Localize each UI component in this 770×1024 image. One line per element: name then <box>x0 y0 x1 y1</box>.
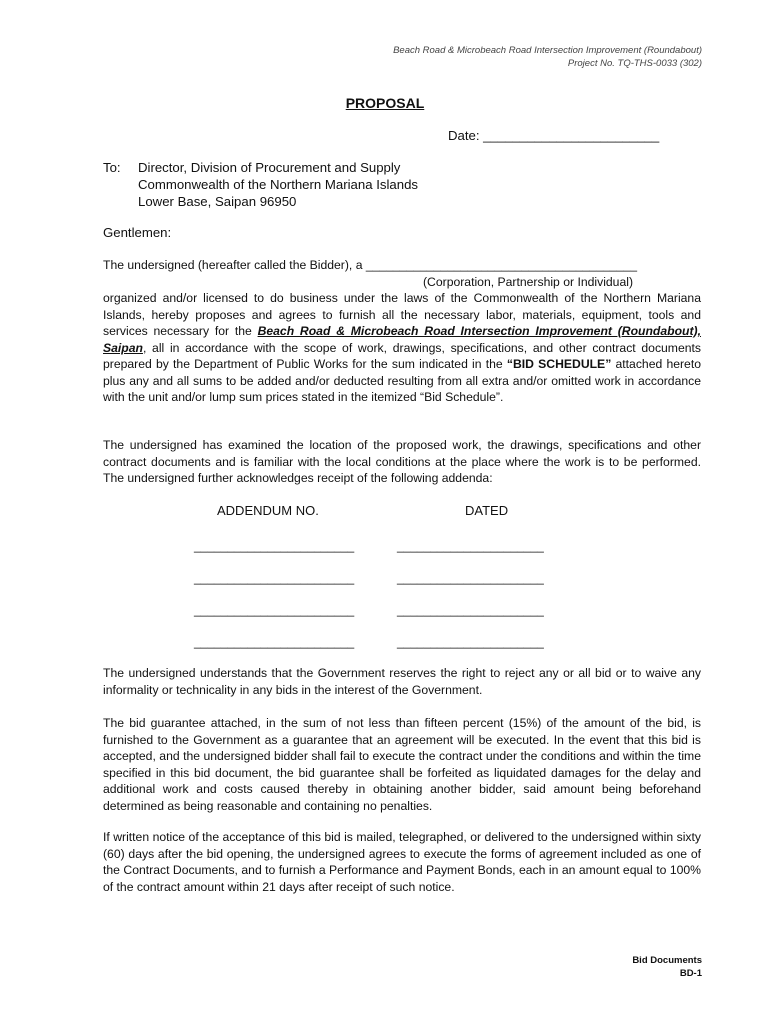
addressee-line: Commonwealth of the Northern Mariana Islands <box>138 177 419 192</box>
addendum-date-blank: ______________________ <box>397 635 544 649</box>
header-project-title: Beach Road & Microbeach Road Intersection Improvement (Roundabout) <box>393 45 702 56</box>
bidder-entity-line: The undersigned (hereafter called the Bidder), a ________________________________________ <box>103 258 637 272</box>
to-label: To: <box>103 160 121 175</box>
addendum-no-blank: ________________________ <box>194 603 355 617</box>
notice-paragraph: If written notice of the acceptance of this bid is mailed, telegraphed, or delivered to the undersigned within sixty (60) days after the bid opening, the undersigned agrees to execute the forms of agreement included as one of the Contract Documents, and to furnish a Performance and Payment Bonds, each in an amount equal to 100% of the contract amount within 21 days after receipt of such notice. <box>103 830 701 894</box>
page-footer <box>632 954 702 980</box>
bid-schedule-ref: “BID SCHEDULE” <box>506 357 612 371</box>
addendum-no-blank: ________________________ <box>194 571 355 585</box>
salutation: Gentlemen: <box>103 225 172 240</box>
addendum-date-blank: ______________________ <box>397 571 544 585</box>
footer-doc-title: Bid Documents <box>632 955 702 966</box>
page-header <box>393 44 702 70</box>
addendum-row <box>194 539 544 553</box>
addendum-row <box>194 603 544 617</box>
addendum-row <box>194 635 544 649</box>
header-project-number: Project No. TQ-THS-0033 (302) <box>567 58 702 69</box>
bidder-entity-type-caption: (Corporation, Partnership or Individual) <box>423 274 633 289</box>
bidder-paragraph-body <box>103 290 701 406</box>
addressee-line: Director, Division of Procurement and Supply <box>138 160 401 175</box>
guarantee-paragraph: The bid guarantee attached, in the sum of not less than fifteen percent (15%) of the amount of the bid, is furnished to the Government as a guarantee that an agreement will be executed. In the event that this bid is accepted, and the undersigned bidder shall fail to execute the contract under the conditions and within the time specified in this bid document, the bid guarantee shall be forfeited as liquidated damages for the delay and additional work and costs caused thereby in obtaining another bidder, said amount being beforehand determined as being reasonable and containing no penalties. <box>103 716 701 813</box>
reject-paragraph: The undersigned understands that the Government reserves the right to reject any or all bid or to waive any informality or technicality in any bids in the interest of the Government. <box>103 666 701 697</box>
page-title: PROPOSAL <box>345 95 425 111</box>
addendum-no-header: ADDENDUM NO. <box>217 503 319 518</box>
bidder-paragraph <box>103 257 701 406</box>
addendum-row <box>194 571 544 585</box>
footer-page-number: BD-1 <box>679 968 702 979</box>
addendum-date-blank: ______________________ <box>397 603 544 617</box>
addendum-date-blank: ______________________ <box>397 539 544 553</box>
bidder-text-c: attached hereto plus any and all sums to be added and/or deducted resulting from all extra and/or omitted work in accordance with the unit and/or lump sum prices stated in the itemized “Bid Schedule”. <box>103 357 701 404</box>
addendum-no-blank: ________________________ <box>194 539 355 553</box>
project-name: Beach Road & Microbeach Road Intersection Improvement (Roundabout), Saipan <box>103 324 701 355</box>
addendum-dated-header: DATED <box>465 503 509 518</box>
addressee-line: Lower Base, Saipan 96950 <box>138 194 297 209</box>
bidder-text-b: , all in accordance with the scope of work, drawings, specifications, and other contract documents prepared by the Department of Public Works for the sum indicated in the <box>103 340 701 371</box>
examined-paragraph: The undersigned has examined the location of the proposed work, the drawings, specifications and other contract documents and is familiar with the local conditions at the place where the work is to be performed. The undersigned further acknowledges receipt of the following addenda: <box>103 438 701 485</box>
bidder-text-a: organized and/or licensed to do business under the laws of the Commonwealth of the Northern Mariana Islands, hereby proposes and agrees to furnish all the necessary labor, materials, equipment, tools and services necessary for the <box>103 291 701 338</box>
addendum-no-blank: ________________________ <box>194 635 355 649</box>
date-line: Date: ________________________ <box>448 128 660 143</box>
